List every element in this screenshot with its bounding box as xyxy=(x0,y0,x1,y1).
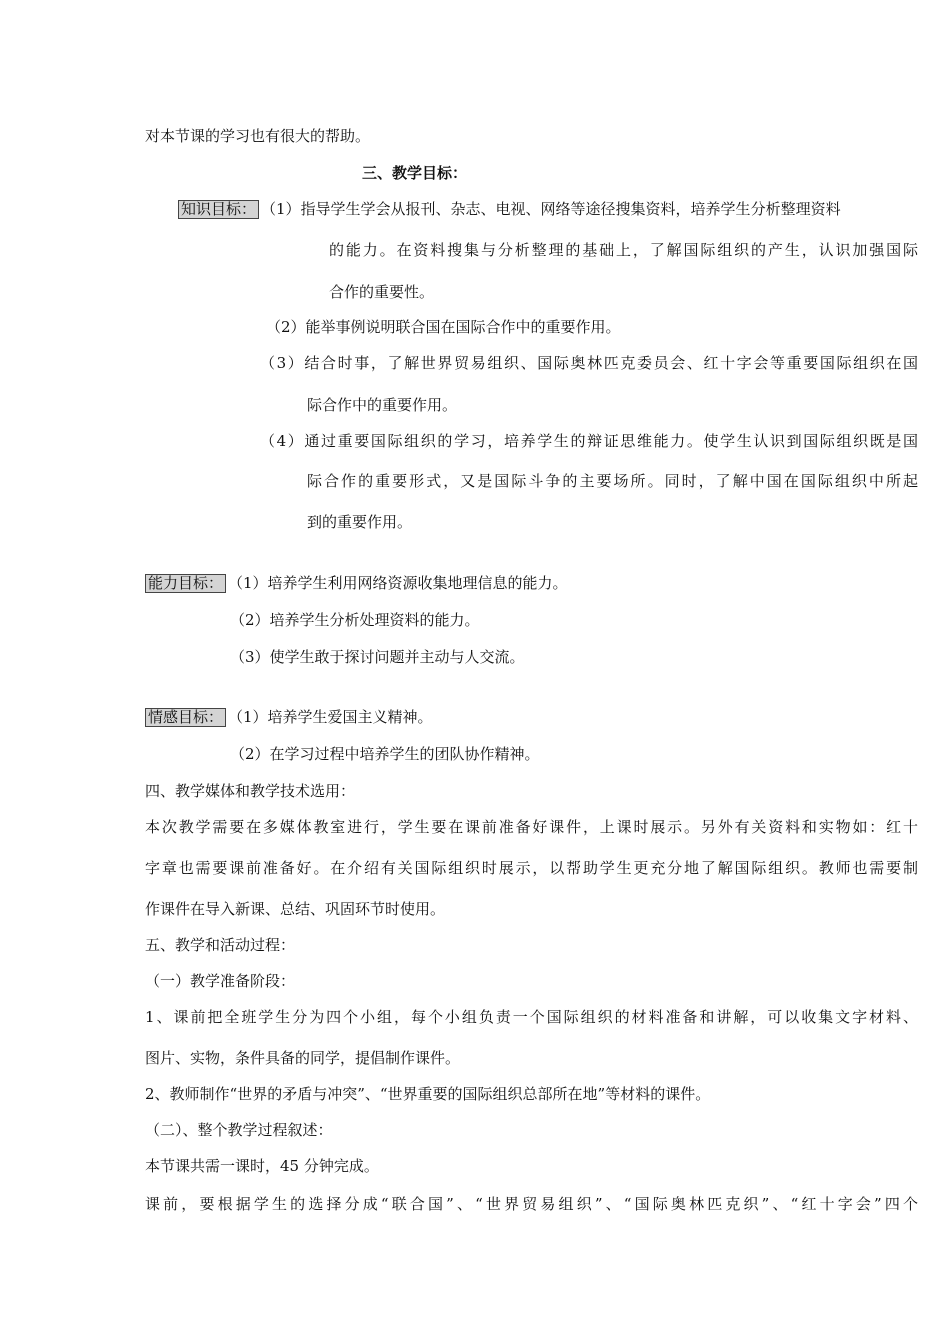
paragraph-line: 本节课共需一课时，45 分钟完成。 xyxy=(145,1157,379,1175)
paragraph-line: 字章也需要课前准备好。在介绍有关国际组织时展示，以帮助学生更充分地了解国际组织。教师也需要制 xyxy=(145,859,918,877)
paragraph-line: （1）指导学生学会从报刊、杂志、电视、网络等途径搜集资料，培养学生分析整理资料 xyxy=(261,200,841,218)
section-heading-process: 五、教学和活动过程： xyxy=(145,936,296,954)
paragraph-line: 2、教师制作“世界的矛盾与冲突”、“世界重要的国际组织总部所在地”等材料的课件。 xyxy=(145,1085,711,1103)
paragraph-line: 际合作中的重要作用。 xyxy=(307,396,458,414)
paragraph-line: （3）结合时事，了解世界贸易组织、国际奥林匹克委员会、红十字会等重要国际组织在国 xyxy=(260,354,918,372)
ability-objective-row xyxy=(145,573,568,593)
knowledge-objective-tag: 知识目标： xyxy=(178,200,259,219)
emotion-objective-row xyxy=(145,707,433,727)
paragraph-line: （3）使学生敢于探讨问题并主动与人交流。 xyxy=(230,648,525,666)
paragraph-line: 作课件在导入新课、总结、巩固环节时使用。 xyxy=(145,900,446,918)
subsection-heading-preparation: （一）教学准备阶段： xyxy=(145,972,296,990)
emotion-objective-tag: 情感目标： xyxy=(145,708,226,727)
paragraph-line: 到的重要作用。 xyxy=(307,513,413,531)
paragraph-line: 际合作的重要形式，又是国际斗争的主要场所。同时，了解中国在国际组织中所起 xyxy=(307,472,918,490)
paragraph-line: 合作的重要性。 xyxy=(329,283,435,301)
paragraph-line: （1）培养学生爱国主义精神。 xyxy=(228,708,433,726)
ability-objective-tag: 能力目标： xyxy=(145,574,226,593)
paragraph-line: （4）通过重要国际组织的学习，培养学生的辩证思维能力。使学生认识到国际组织既是国 xyxy=(260,432,918,450)
paragraph-line: 的能力。在资料搜集与分析整理的基础上，了解国际组织的产生，认识加强国际 xyxy=(329,241,918,259)
paragraph-line: 图片、实物，条件具备的同学，提倡制作课件。 xyxy=(145,1049,461,1067)
paragraph-line: （2）能举事例说明联合国在国际合作中的重要作用。 xyxy=(266,318,621,336)
paragraph-line: 对本节课的学习也有很大的帮助。 xyxy=(145,127,371,145)
paragraph-line: （2）培养学生分析处理资料的能力。 xyxy=(230,611,480,629)
knowledge-objective-row xyxy=(178,199,841,219)
paragraph-line: （2）在学习过程中培养学生的团队协作精神。 xyxy=(230,745,540,763)
section-heading-media: 四、教学媒体和教学技术选用： xyxy=(145,782,356,800)
paragraph-line: 1、课前把全班学生分为四个小组，每个小组负责一个国际组织的材料准备和讲解，可以收集文字材料、 xyxy=(145,1008,918,1026)
paragraph-line: （1）培养学生利用网络资源收集地理信息的能力。 xyxy=(228,574,568,592)
section-heading-objectives: 三、教学目标： xyxy=(362,164,468,182)
paragraph-line: 课前，要根据学生的选择分成“联合国”、“世界贸易组织”、“国际奥林匹克织”、“红十字会”四个 xyxy=(145,1195,918,1213)
paragraph-line: 本次教学需要在多媒体教室进行，学生要在课前准备好课件，上课时展示。另外有关资料和实物如：红十 xyxy=(145,818,918,836)
subsection-heading-overview: （二）、整个教学过程叙述： xyxy=(145,1121,333,1139)
